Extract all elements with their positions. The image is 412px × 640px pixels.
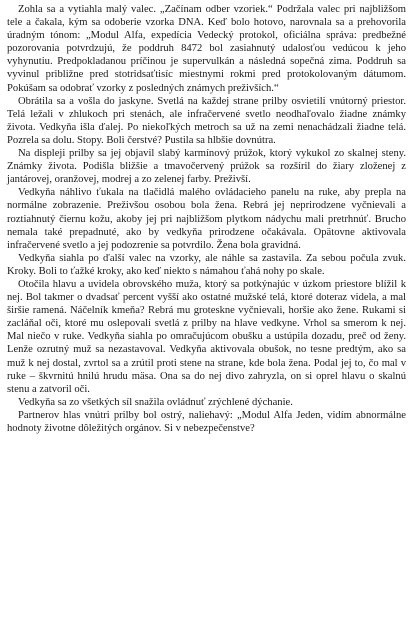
paragraph-life-signs: Na displeji prilby sa jej objavil slabý karmínový prúžok, ktorý vykukol zo skalnej steny. Známky života. Podišla bližšie a tmavočervený prúžok sa rozšíril do žiary zloženej z jantárovej, oranžovej, modrej a zo zelenej farby. Preživší. [7,148,406,186]
paragraph-chieftain: Otočila hlavu a uvidela obrovského muža, ktorý sa potkýnajúc v úzkom priestore blížil k nej. Bol takmer o dvadsať percent vyšší ako ostatné mužské telá, ktoré doteraz videla, a mal širšie ramená. Náčelník kmeňa? Rebrá mu groteskne vyčnievali, horšie ako žene. Rukami si zacláňal oči, ktoré mu oslepovali svetlá z prilby na hlave vedkyne. Vrhol sa smerom k nej. Mal niečo v ruke. Vedkyňa siahla po omračujúcom obušku a ustúpila dozadu, preč od ženy. Lenže ozrutný muž sa nezastavoval. Vedkyňa aktivovala obušok, no tesne predtým, ako sa muž k nej dostal, zvrtol sa a zrútil proti stene na strane, kde bola žena. Podal jej to, čo mal v ruke – škvrnitú hnilú hrudu mäsa. Ona sa do nej divo zahryzla, on si oprel hlavu o skalnú stenu a zatvoril oči. [7,278,406,395]
paragraph-sampling: Zohla sa a vytiahla malý valec. „Začínam odber vzoriek.“ Podržala valec pri najbližšom tele a čakala, kým sa odoberie vzorka DNA. Keď bolo hotovo, narovnala sa a prehovorila úradným tónom: „Modul Alfa, expedícia Vedecký protokol, oficiálna správa: predbežné pozorovania potvrdzujú, že poddruh 8472 bol zasiahnutý udalosťou vedúcou k jeho vyhynutiu. Predpokladanou príčinou je supervulkán a následná sopečná zima. Poddruh sa vyvinul približne pred stotridsaťtisíc miestnymi rokmi pred protokolovaným dátumom. Pokúšam sa odobrať vzorky z posledných známych preživších.“ [7,4,406,94]
paragraph-footsteps: Vedkyňa siahla po ďalší valec na vzorky, ale náhle sa zastavila. Za sebou počula zvuk. Kroky. Boli to ťažké kroky, ako keď niekto s námahou ťahá nohy po skale. [7,252,406,277]
paragraph-survivor-woman: Vedkyňa náhlivo ťukala na tlačidlá malého ovládacieho panelu na ruke, aby prepla na normálne zobrazenie. Preživšou osobou bola žena. Rebrá jej neprirodzene vyčnievali a roztiahnutý čiernu kožu, akoby jej pri najbližšom plytkom nádychu mali pretrhnúť. Brucho nemala také prepadnuté, ako by vedkyňa prirodzene očakávala. Opätovne aktivovala infračervené svetlo a jej podozrenie sa potvrdilo. Žena bola gravidná. [7,187,406,251]
paragraph-cave-entry: Obrátila sa a vošla do jaskyne. Svetlá na každej strane prilby osvietili vnútorný priestor. Telá ležali v zhlukoch pri stenách, ale infračervené svetlo neodhaľovalo žiadne známky života. Vedkyňa išla ďalej. Po niekoľkých metroch sa už na zemi nenachádzali žiadne telá. Pozrela sa dolu. Stopy. Boli čerstvé? Pustila sa hlbšie dovnútra. [7,95,406,146]
paragraph-breathing: Vedkyňa sa zo všetkých síl snažila ovládnuť zrýchlené dýchanie. [18,396,293,408]
paragraph-partner-voice: Partnerov hlas vnútri prilby bol ostrý, naliehavý: „Modul Alfa Jeden, vidím abnormálne hodnoty životne dôležitých orgánov. Si v nebezpečenstve? [7,409,406,434]
